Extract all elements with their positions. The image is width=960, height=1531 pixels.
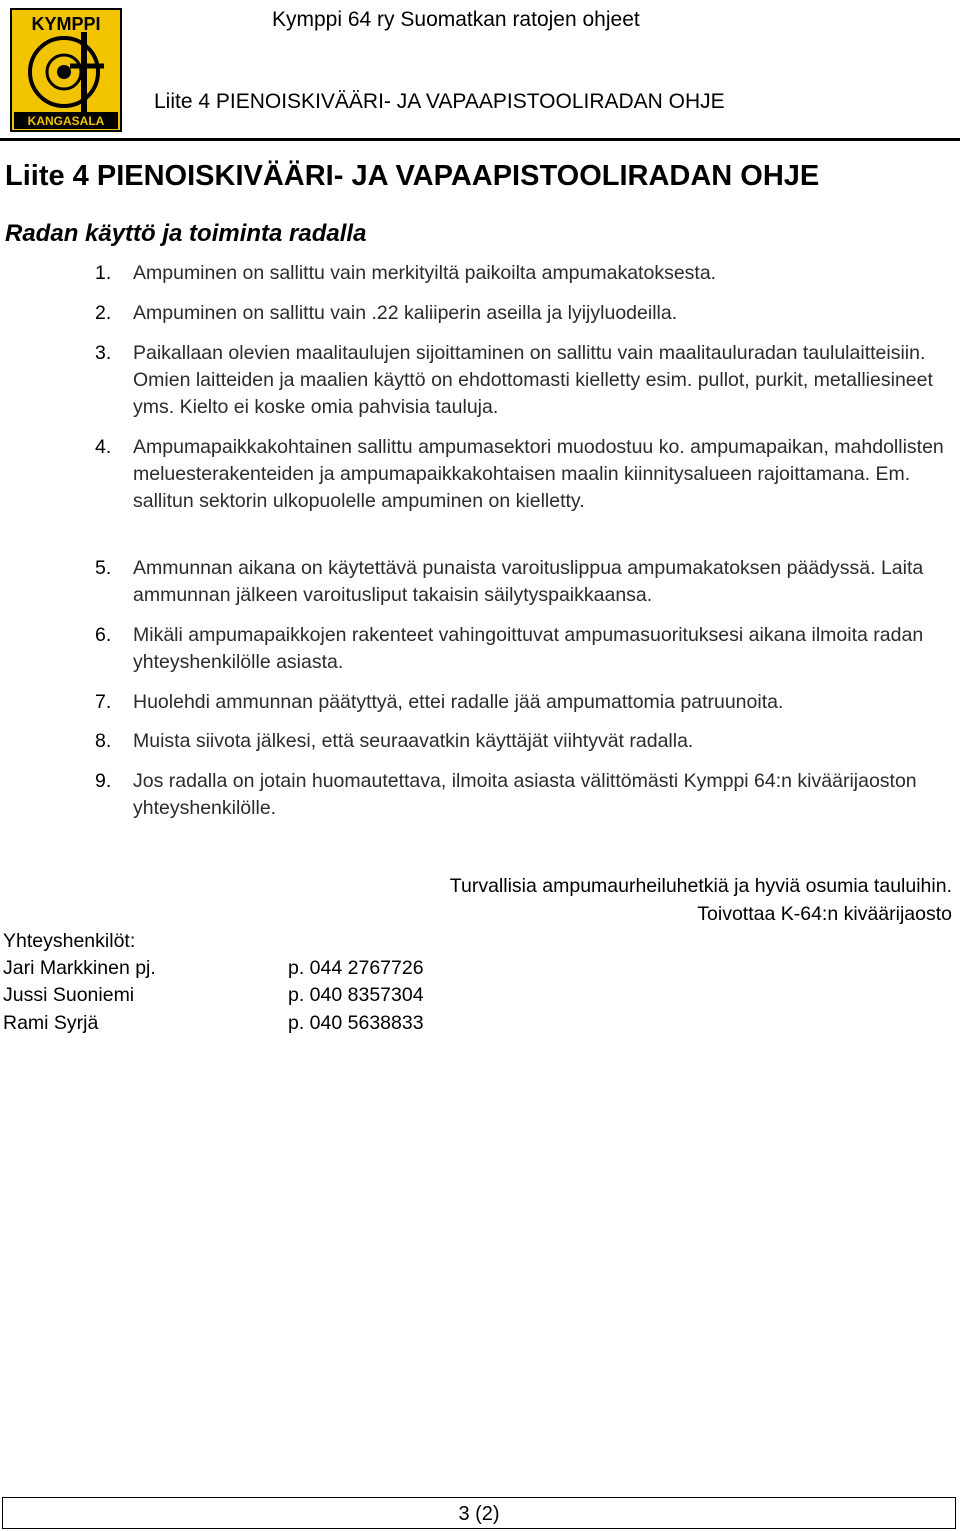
header-divider (0, 138, 960, 141)
rule-text: Ampumapaikkakohtainen sallittu ampumasektori muodostuu ko. ampumapaikan, mahdollisten meluesterakenteiden ja ampumapaikkakohtaisen maalin kiinnitysalueen rajoittamana. Em. sallitun sektorin ulkopuolelle ampuminen on kielletty. (133, 436, 944, 512)
contact-phone: p. 044 2767726 (288, 957, 424, 979)
rule-text: Muista siivota jälkesi, että seuraavatkin käyttäjät viihtyvät radalla. (133, 730, 694, 752)
rule-text: Huolehdi ammunnan päätyttyä, ettei radalle jää ampumattomia patruunoita. (133, 691, 784, 713)
page-number: 3 (2) (458, 1503, 500, 1525)
header-title: Kymppi 64 ry Suomatkan ratojen ohjeet (272, 8, 640, 31)
rule-number: 9. (95, 770, 112, 792)
header-subtitle: Liite 4 PIENOISKIVÄÄRI- JA VAPAAPISTOOLIRADAN OHJE (154, 90, 725, 113)
rule-number: 6. (95, 624, 112, 646)
rule-number: 4. (95, 436, 112, 458)
kymppi-64-logo (10, 8, 122, 132)
rule-number: 5. (95, 557, 112, 579)
rule-text: Ampuminen on sallittu vain merkityiltä paikoilta ampumakatoksesta. (133, 262, 717, 284)
rule-number: 8. (95, 730, 112, 752)
rule-number: 7. (95, 691, 112, 713)
rule-number: 3. (95, 342, 112, 364)
contact-name: Jussi Suoniemi (3, 984, 135, 1006)
section-title: Radan käyttö ja toiminta radalla (5, 220, 367, 247)
rule-text: Jos radalla on jotain huomautettava, ilmoita asiasta välittömästi Kymppi 64:n kiväärijaoston yhteyshenkilölle. (133, 770, 917, 819)
contact-phone: p. 040 8357304 (288, 984, 424, 1006)
svg-text:KANGASALA: KANGASALA (27, 114, 105, 128)
rule-text: Ampuminen on sallittu vain .22 kaliiperin aseilla ja lyijyluodeilla. (133, 302, 678, 324)
rule-text: Ammunnan aikana on käytettävä punaista varoituslippua ampumakatoksen päädyssä. Laita ammunnan jälkeen varoitusliput takaisin säilytyspaikkaansa. (133, 557, 924, 606)
closing-signature: Toivottaa K-64:n kiväärijaosto (697, 903, 952, 925)
svg-text:KYMPPI: KYMPPI (31, 14, 101, 34)
rule-text: Mikäli ampumapaikkojen rakenteet vahingoittuvat ampumasuorituksesi aikana ilmoita radan yhteyshenkilölle asiasta. (133, 624, 924, 673)
page-footer (2, 1497, 956, 1529)
closing-greeting: Turvallisia ampumaurheiluhetkiä ja hyviä osumia tauluihin. (449, 875, 952, 897)
contact-name: Jari Markkinen pj. (3, 957, 156, 979)
document-title: Liite 4 PIENOISKIVÄÄRI- JA VAPAAPISTOOLIRADAN OHJE (5, 160, 820, 192)
rule-number: 2. (95, 302, 112, 324)
contact-phone: p. 040 5638833 (288, 1012, 424, 1034)
rule-text: Paikallaan olevien maalitaulujen sijoittaminen on sallittu vain maalitauluradan taululaitteisiin. Omien laitteiden ja maalien käyttö on ehdottomasti kielletty esim. pullot, purkit, metalliesineet yms. Kielto ei koske omia pahvisia tauluja. (133, 342, 933, 418)
contacts-heading: Yhteyshenkilöt: (3, 930, 136, 952)
contact-name: Rami Syrjä (3, 1012, 99, 1034)
rule-number: 1. (95, 262, 112, 284)
